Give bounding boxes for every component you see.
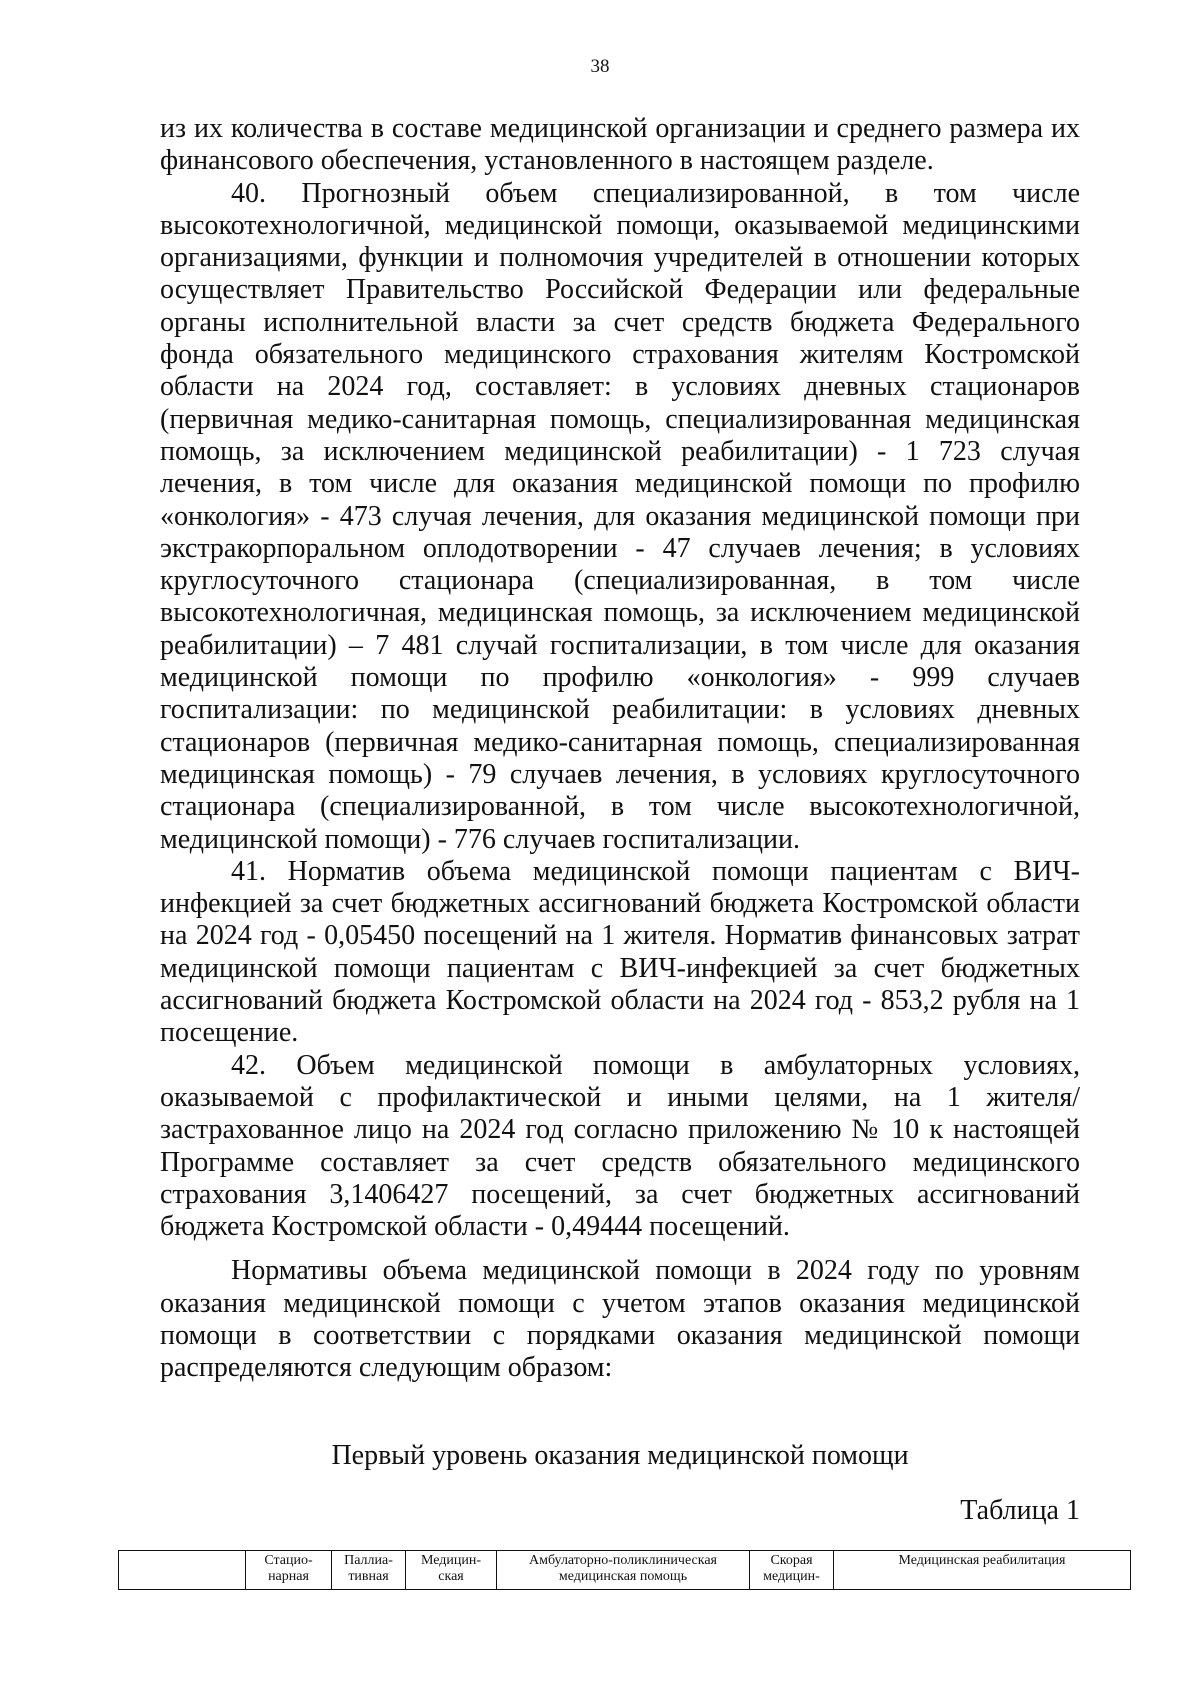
paragraph-40: 40. Прогнозный объем специализированной, в том числе высокотехнологичной, медицинской помощи, оказываемой медицинскими организациями, функции и полномочия учредителей в отношении которых осуществляет Правительство Российской Федерации или федеральные органы исполнительной власти за счет средств бюджета Федерального фонда обязательного медицинского страхования жителям Костромской области на 2024 год, составляет: в условиях дневных стационаров (первичная медико-санитарная помощь, специализированная медицинская помощь, за исключением медицинской реабилитации) - 1 723 случая лечения, в том числе для оказания медицинской помощи по профилю «онкология» - 473 случая лечения, для оказания медицинской помощи при экстракорпоральном оплодотворении - 47 случаев лечения; в условиях круглосуточного стационара (специализированная, в том числе высокотехнологичная, медицинская помощь, за исключением медицинской реабилитации) – 7 481 случай госпитализации, в том числе для оказания медицинской помощи по профилю «онкология» - 999 случаев госпитализации: по медицинской реабилитации: в условиях дневных стационаров (первичная медико-санитарная помощь, специализированная медицинская помощь) - 79 случаев лечения, в условиях круглосуточного стационара (специализированной, в том числе высокотехнологичной, медицинской помощи) - 776 случаев госпитализации. [160,177,1080,855]
table-header-row [119,1551,1131,1590]
header-cell-outpatient: Амбулаторно-поликлиническая медицинская помощь [497,1551,750,1590]
header-cell-stationary: Стацио- нарная [246,1551,332,1590]
paragraph-41: 41. Норматив объема медицинской помощи пациентам с ВИЧ-инфекцией за счет бюджетных ассигнований бюджета Костромской области на 2024 год - 0,05450 посещений на 1 жителя. Норматив финансовых затрат медицинской помощи пациентам с ВИЧ-инфекцией за счет бюджетных ассигнований бюджета Костромской области на 2024 год - 853,2 рубля на 1 посещение. [160,855,1080,1049]
table-1 [118,1550,1130,1590]
header-cell-empty [119,1551,246,1590]
body-text [160,113,1080,1385]
header-cell-palliative: Паллиа- тивная [332,1551,406,1590]
header-cell-emergency: Скорая медицин- [750,1551,834,1590]
page-number: 38 [590,56,610,77]
header-cell-rehabilitation: Медицинская реабилитация [834,1551,1131,1590]
header-cell-medical: Медицин- ская [406,1551,497,1590]
paragraph-continuation: из их количества в составе медицинской организации и среднего размера их финансового обеспечения, установленного в настоящем разделе. [160,113,1080,177]
paragraph-42: 42. Объем медицинской помощи в амбулаторных условиях, оказываемой с профилактической и иными целями, на 1 жителя/застрахованное лицо на 2024 год согласно приложению № 10 к настоящей Программе составляет за счет средств обязательного медицинского страхования 3,1406427 посещений, за счет бюджетных ассигнований бюджета Костромской области - 0,49444 посещений. [160,1049,1080,1243]
table-heading: Первый уровень оказания медицинской помощи [331,1440,909,1471]
paragraph-norms-intro: Нормативы объема медицинской помощи в 2024 году по уровням оказания медицинской помощи с учетом этапов оказания медицинской помощи в соответствии с порядками оказания медицинской помощи распределяются следующим образом: [160,1255,1080,1384]
norms-table [118,1550,1131,1590]
table-label: Таблица 1 [960,1495,1080,1526]
